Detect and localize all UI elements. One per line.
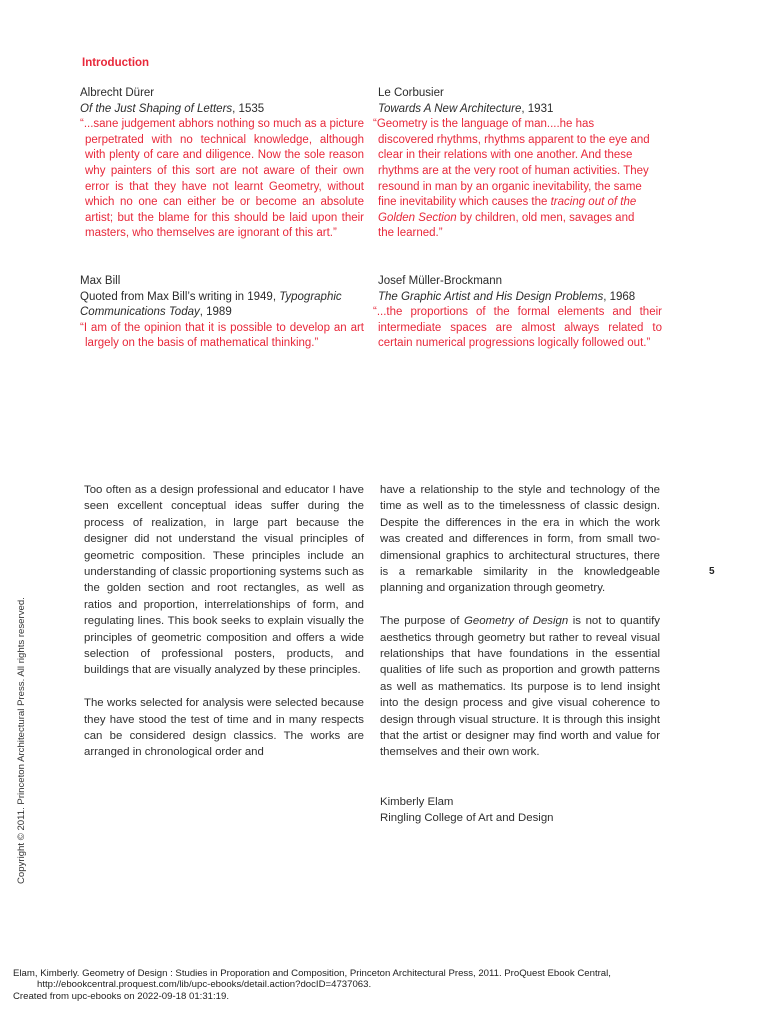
quote-text [373, 117, 651, 242]
quote-source-year: , 1535 [232, 102, 265, 115]
quote-author: Albrecht Dürer [80, 87, 155, 99]
body-paragraph [380, 613, 660, 761]
quote-source [80, 102, 364, 118]
body-paragraph: have a relationship to the style and technology of the time as well as to the timelessness of classic design. Despite the differences in the era in which the work was created and differences in form, from small two-dimensional graphics to architectural structures, there is a remarkable similarity in the knowledgeable planning and organization through geometry. [380, 484, 660, 595]
quote-text-part1: “Geometry is the language of man....he has discovered rhythms, rhythms apparent to the eye and clear in their relations with one another. And these rhythms are at the very root of human activities. They resound in man by an organic inevitability, the same fine inevitability which causes the [373, 118, 650, 209]
book-title: Geometry of Design [464, 615, 569, 628]
quote-source [373, 102, 651, 118]
quote-source-year: , 1968 [603, 290, 636, 303]
body-text: is not to quantify aesthetics through geometry but rather to reveal visual relationships that have foundations in the essential qualities of life such as proportion and growth patterns as well as mathematics. Its purpose is to lend insight into the design process and give visual coherence to design through visual structure. It is through this insight that the artist or designer may find worth and value for themselves and their own work. [380, 615, 660, 759]
quote-author: Josef Müller-Brockmann [378, 275, 502, 287]
quote-source-year: , 1931 [521, 102, 554, 115]
quote-source-year: , 1989 [199, 306, 232, 319]
author-affiliation: Ringling College of Art and Design [380, 812, 554, 825]
quote-source-prefix: Quoted from Max Bill’s writing in 1949, [80, 290, 280, 303]
author-name: Kimberly Elam [380, 796, 454, 808]
citation-line: Elam, Kimberly. Geometry of Design : Studies in Proporation and Composition, Princeton Architectural Press, 2011. ProQuest Ebook Central, [13, 968, 611, 979]
quote-text-part2: by children, old men, savages and the learned.” [378, 211, 635, 240]
citation-link[interactable]: http://ebookcentral.proquest.com/lib/upc-ebooks/detail.action?docID=4737063. [37, 979, 372, 991]
author-signature [380, 794, 554, 827]
quote-author: Max Bill [80, 275, 121, 287]
body-paragraph: Too often as a design professional and educator I have seen excellent conceptual ideas suffer during the process of realization, in large part because the designer did not understand the visual principles of geometric composition. These principles include an understanding of classic proportioning systems such as the golden section and root rectangles, as well as ratios and proportion, interrelationships of form, and regulating lines. This book seeks to explain visually the principles of geometric composition and offers a wide selection of professional posters, products, and buildings that are visually analyzed by these principles. [84, 484, 364, 677]
body-paragraph: The works selected for analysis were selected because they have stood the test of time and in many respects can be considered design classics. The works are arranged in chronological order and [84, 697, 364, 759]
citation-line: Created from upc-ebooks on 2022-09-18 01:31:19. [13, 990, 229, 1002]
quote-author: Le Corbusier [378, 87, 444, 99]
citation-footer [13, 968, 611, 1002]
quote-source-title: Of the Just Shaping of Letters [80, 102, 233, 115]
quote-source [373, 290, 662, 306]
quote-text: “I am of the opinion that it is possible to develop an art largely on the basis of mathematical thinking.” [80, 321, 364, 350]
body-text: The purpose of [380, 615, 465, 628]
quote-muller-brockmann [373, 274, 662, 352]
copyright-notice: Copyright © 2011. Princeton Architectural Press. All rights reserved. [16, 597, 27, 884]
quote-text-italic: tracing out of the Golden Section [378, 196, 637, 224]
body-column-right [380, 482, 660, 777]
quote-text: “...the proportions of the formal elements and their intermediate spaces are almost always related to certain numerical progressions logically followed out.” [373, 306, 662, 350]
page-number: 5 [709, 566, 715, 577]
quote-source-title: The Graphic Artist and His Design Problems [378, 290, 604, 303]
quote-text: “...sane judgement abhors nothing so much as a picture perpetrated with no technical knowledge, although with plenty of care and diligence. Now the sole reason why painters of this sort are not aware of their own error is that they have not learnt Geometry, without which no one can either be or become an absolute artist; but the blame for this should be laid upon their masters, who themselves are ignorant of this art.” [80, 118, 364, 240]
quote-max-bill [80, 274, 364, 352]
body-column-left [84, 482, 364, 777]
section-heading: Introduction [82, 57, 150, 69]
quote-le-corbusier [373, 86, 651, 242]
quote-durer [80, 86, 364, 242]
quote-source-title: Towards A New Architecture [378, 102, 522, 115]
quote-source [80, 290, 364, 321]
quote-source-title: Typographic Communications Today [80, 290, 342, 319]
